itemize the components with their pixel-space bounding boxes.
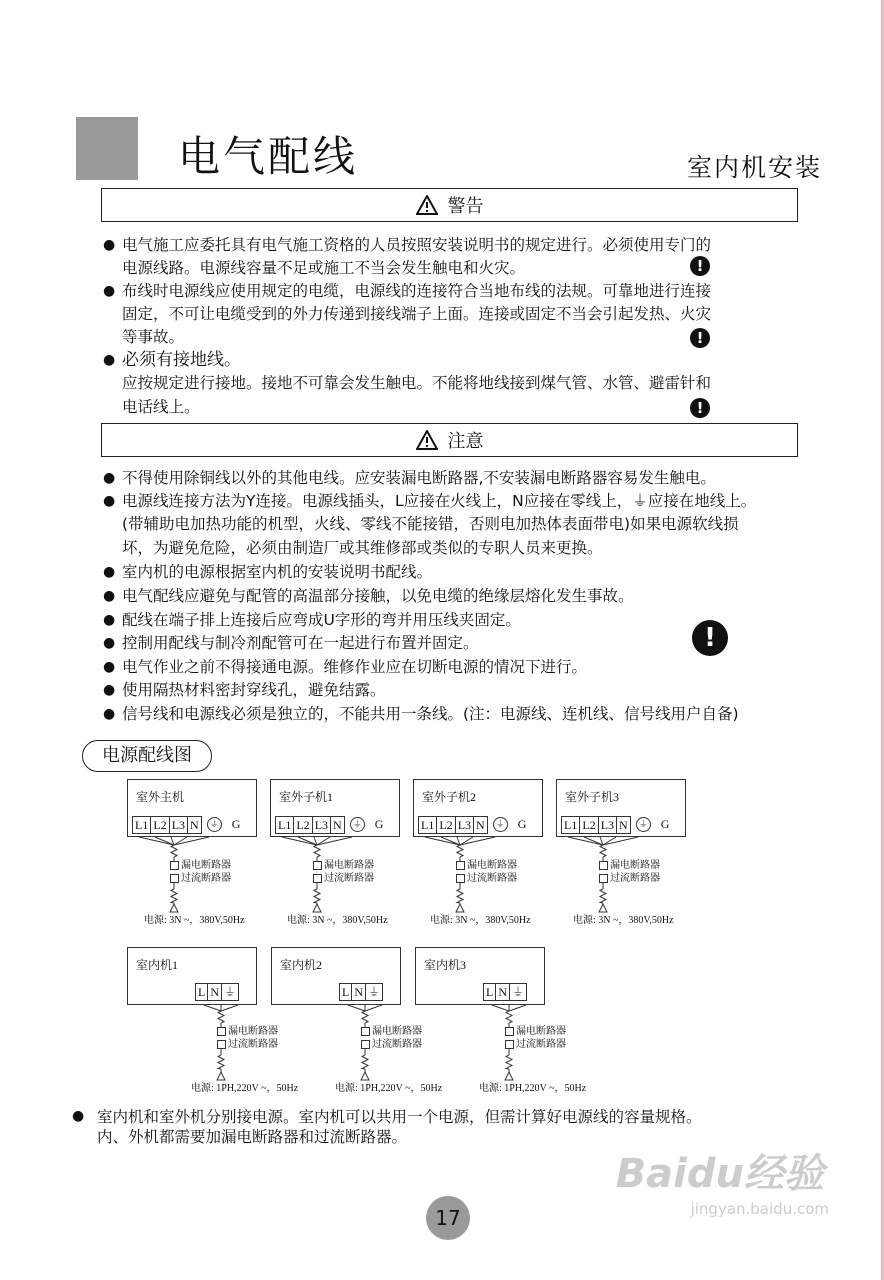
unit-name: 室外子机1 (279, 790, 334, 804)
unit-name: 室外主机 (136, 790, 185, 804)
section-marker (76, 117, 138, 180)
power-source-icon (456, 904, 464, 912)
cable-spring-icon (362, 1055, 368, 1069)
wire (603, 837, 616, 845)
overcurrent-breaker-label: 过流断路器 (228, 1039, 278, 1050)
breaker-box-icon (456, 874, 465, 883)
wire (600, 837, 603, 845)
caution-line: 电源线连接方法为Y连接。电源线插头，L应接在火线上，N应接在零线上，⏚应接在地线上。 (122, 492, 757, 510)
footer-line: 室内机和室外机分别接电源。室内机可以共用一个电源，但需计算好电源线的容量规格。 (97, 1108, 702, 1126)
cable-spring-icon (314, 845, 320, 857)
cable-spring-icon (218, 1011, 224, 1023)
leakage-breaker-label: 漏电断路器 (181, 860, 231, 871)
ground-terminal-icon: ⏚ (350, 817, 365, 832)
breaker-box-icon (361, 1040, 370, 1049)
terminal-L: L (339, 983, 352, 1001)
watermark-logo: Baidu经验 (615, 1151, 824, 1197)
wire (317, 837, 330, 845)
terminal-L3: L3 (455, 816, 474, 834)
ground-label: G (660, 817, 670, 831)
terminal-block (276, 816, 385, 834)
warning-line: 布线时电源线应使用规定的电缆，电源线的连接符合当地布线的法规。可靠地进行连接 (122, 282, 712, 300)
page-number: 17 (426, 1196, 470, 1240)
power-source-icon (217, 1072, 225, 1080)
caution-line: 控制用配线与制冷剂配管可在一起进行布置并固定。 (122, 634, 479, 652)
overcurrent-breaker-label: 过流断路器 (324, 873, 374, 884)
wire (155, 837, 174, 845)
terminal-N: N (495, 983, 510, 1001)
terminal-L: L (195, 983, 208, 1001)
cable-spring-icon (314, 889, 320, 903)
overcurrent-breaker-label: 过流断路器 (372, 1039, 422, 1050)
warning-line: 固定，不可让电缆受到的外力传递到接线端子上面。连接或固定不当会引起发热、火灾 (122, 305, 712, 323)
terminal-L3: L3 (598, 816, 617, 834)
terminal-block (133, 816, 242, 834)
bullet: ● (103, 612, 116, 628)
wire (492, 1005, 509, 1011)
unit-name: 室外子机2 (422, 790, 477, 804)
outdoor-power-label: 电源: 3N ~，380V,50Hz (573, 915, 674, 926)
warning-line: 电源线路。电源线容量不足或施工不当会发生触电和火灾。 (122, 259, 526, 277)
cable-spring-icon (600, 889, 606, 903)
wire (365, 1005, 382, 1011)
cable-spring-icon (600, 845, 606, 857)
caution-line: 不得使用除铜线以外的其他电线。应安装漏电断路器,不安装漏电断路器容易发生触电。 (122, 469, 716, 487)
outdoor-power-label: 电源: 3N ~，380V,50Hz (144, 915, 245, 926)
warning-heading: 警告 (447, 196, 484, 217)
overcurrent-breaker-label: 过流断路器 (181, 873, 231, 884)
outdoor-unit-3 (556, 779, 686, 837)
caution-line: 坏，为避免危险，必须由制造厂或其维修部或类似的专职人员来更换。 (122, 539, 603, 557)
terminal-L2: L2 (293, 816, 312, 834)
terminal-L3: L3 (169, 816, 188, 834)
ground-terminal-icon: ⏚ (221, 983, 239, 1001)
cable-spring-icon (506, 1011, 512, 1023)
indoor-power-label: 电源: 1PH,220V ~，50Hz (191, 1083, 299, 1094)
terminal-L2: L2 (579, 816, 598, 834)
warning-line: 应按规定进行接地。接地不可靠会发生触电。不能将地线接到煤气管、水管、避雷针和 (122, 374, 712, 392)
breaker-box-icon (456, 861, 465, 870)
wire (460, 837, 495, 845)
wire (221, 1005, 238, 1011)
bullet: ● (103, 588, 116, 604)
wire (282, 837, 317, 845)
caution-line: 电气配线应避免与配管的高温部分接触，以免电缆的绝缘层熔化发生事故。 (122, 587, 634, 605)
terminal-N: N (473, 816, 488, 834)
ground-terminal-icon: ⏚ (207, 817, 222, 832)
wire (171, 837, 174, 845)
wire (568, 837, 603, 845)
indoor-power-label: 电源: 1PH,220V ~，50Hz (479, 1083, 587, 1094)
exclamation-icon: ! (690, 256, 710, 276)
indoor-unit-0 (127, 947, 257, 1005)
cable-spring-icon (506, 1055, 512, 1069)
unit-name: 室外子机3 (565, 790, 620, 804)
ground-label: G (231, 817, 241, 831)
breaker-box-icon (361, 1027, 370, 1036)
cable-spring-icon (362, 1011, 368, 1023)
leakage-breaker-label: 漏电断路器 (467, 860, 517, 871)
ground-terminal-icon: ⏚ (365, 983, 383, 1001)
breaker-box-icon (170, 874, 179, 883)
ground-terminal-icon: ⏚ (509, 983, 527, 1001)
watermark-url: jingyan.baidu.com (690, 1200, 829, 1218)
caution-line: 室内机的电源根据室内机的安装说明书配线。 (122, 563, 433, 581)
bullet: ● (72, 1108, 85, 1124)
wire (139, 837, 174, 845)
leakage-breaker-label: 漏电断路器 (324, 860, 374, 871)
terminal-L1: L1 (132, 816, 151, 834)
terminal-L3: L3 (312, 816, 331, 834)
power-source-icon (599, 904, 607, 912)
terminal-block (484, 983, 527, 1001)
warning-triangle-icon (416, 195, 438, 215)
terminal-L1: L1 (418, 816, 437, 834)
cable-spring-icon (171, 845, 177, 857)
bullet: ● (103, 470, 116, 486)
terminal-N: N (187, 816, 202, 834)
diagram-title: 电源配线图 (82, 740, 212, 772)
breaker-box-icon (599, 874, 608, 883)
wire (441, 837, 460, 845)
wire (174, 837, 187, 845)
caution-line: 信号线和电源线必须是独立的，不能共用一条线。(注：电源线、连机线、信号线用户自备) (122, 705, 739, 723)
cable-spring-icon (218, 1055, 224, 1069)
bullet: ● (103, 659, 116, 675)
wire (314, 837, 317, 845)
warning-line: 必须有接地线。 (122, 350, 241, 370)
bullet: ● (103, 493, 116, 509)
terminal-block (562, 816, 671, 834)
wire (204, 1005, 221, 1011)
breaker-box-icon (217, 1027, 226, 1036)
ground-label: G (517, 817, 527, 831)
footer-line: 内、外机都需要加漏电断路器和过流断路器。 (97, 1128, 408, 1146)
cable-spring-icon (457, 889, 463, 903)
unit-name: 室内机3 (424, 958, 467, 972)
leakage-breaker-label: 漏电断路器 (610, 860, 660, 871)
terminal-L1: L1 (561, 816, 580, 834)
outdoor-unit-0 (127, 779, 257, 837)
exclamation-icon: ! (690, 328, 710, 348)
overcurrent-breaker-label: 过流断路器 (610, 873, 660, 884)
power-source-icon (361, 1072, 369, 1080)
outdoor-power-label: 电源: 3N ~，380V,50Hz (430, 915, 531, 926)
unit-name: 室内机1 (136, 958, 179, 972)
power-source-icon (505, 1072, 513, 1080)
bullet: ● (103, 564, 116, 580)
leakage-breaker-label: 漏电断路器 (516, 1026, 566, 1037)
ground-label: G (374, 817, 384, 831)
warning-line: 等事故。 (122, 328, 185, 346)
caution-line: 电气作业之前不得接通电源。维修作业应在切断电源的情况下进行。 (122, 658, 588, 676)
breaker-box-icon (217, 1040, 226, 1049)
terminal-L2: L2 (436, 816, 455, 834)
exclamation-icon: ! (690, 398, 710, 418)
caution-line: 配线在端子排上连接后应弯成U字形的弯并用压线夹固定。 (122, 611, 521, 629)
terminal-L2: L2 (150, 816, 169, 834)
wire (457, 837, 460, 845)
power-source-icon (313, 904, 321, 912)
terminal-N: N (330, 816, 345, 834)
unit-name: 室内机2 (280, 958, 323, 972)
bullet: ● (103, 237, 116, 253)
power-source-icon (170, 904, 178, 912)
terminal-block (419, 816, 528, 834)
leakage-breaker-label: 漏电断路器 (228, 1026, 278, 1037)
bullet: ● (103, 635, 116, 651)
bullet: ● (103, 682, 116, 698)
cable-spring-icon (171, 889, 177, 903)
wire (603, 837, 638, 845)
bullet: ● (103, 283, 116, 299)
wire (460, 837, 473, 845)
overcurrent-breaker-label: 过流断路器 (467, 873, 517, 884)
wire (509, 1005, 526, 1011)
bullet: ● (103, 706, 116, 722)
terminal-block (340, 983, 383, 1001)
breaker-box-icon (313, 861, 322, 870)
terminal-N: N (207, 983, 222, 1001)
terminal-L: L (483, 983, 496, 1001)
overcurrent-breaker-label: 过流断路器 (516, 1039, 566, 1050)
breaker-box-icon (505, 1040, 514, 1049)
indoor-power-label: 电源: 1PH,220V ~，50Hz (335, 1083, 443, 1094)
wire (425, 837, 460, 845)
section-title: 室内机安装 (686, 153, 822, 182)
page-title: 电气配线 (178, 132, 359, 181)
indoor-unit-2 (415, 947, 545, 1005)
terminal-N: N (351, 983, 366, 1001)
outdoor-power-label: 电源: 3N ~，380V,50Hz (287, 915, 388, 926)
outdoor-unit-2 (413, 779, 543, 837)
wire (317, 837, 352, 845)
warning-line: 电气施工应委托具有电气施工资格的人员按照安装说明书的规定进行。必须使用专门的 (122, 236, 712, 254)
breaker-box-icon (313, 874, 322, 883)
cable-spring-icon (457, 845, 463, 857)
caution-line: 使用隔热材料密封穿线孔，避免结露。 (122, 681, 386, 699)
warning-header (101, 188, 798, 222)
breaker-box-icon (599, 861, 608, 870)
breaker-box-icon (170, 861, 179, 870)
ground-terminal-icon: ⏚ (493, 817, 508, 832)
terminal-block (196, 983, 239, 1001)
caution-header (101, 423, 798, 457)
terminal-N: N (616, 816, 631, 834)
wire (174, 837, 209, 845)
wire (584, 837, 603, 845)
terminal-L1: L1 (275, 816, 294, 834)
breaker-box-icon (505, 1027, 514, 1036)
exclamation-icon: ! (692, 620, 728, 656)
leakage-breaker-label: 漏电断路器 (372, 1026, 422, 1037)
caution-heading: 注意 (447, 431, 484, 452)
outdoor-unit-1 (270, 779, 400, 837)
wire (348, 1005, 365, 1011)
caution-triangle-icon (416, 430, 438, 450)
wire (298, 837, 317, 845)
indoor-unit-1 (271, 947, 401, 1005)
caution-line: (带辅助电加热功能的机型，火线、零线不能接错，否则电加热体表面带电)如果电源软线损 (122, 515, 739, 533)
warning-line: 电话线上。 (122, 398, 200, 416)
ground-terminal-icon: ⏚ (636, 817, 651, 832)
bullet: ● (103, 352, 116, 368)
